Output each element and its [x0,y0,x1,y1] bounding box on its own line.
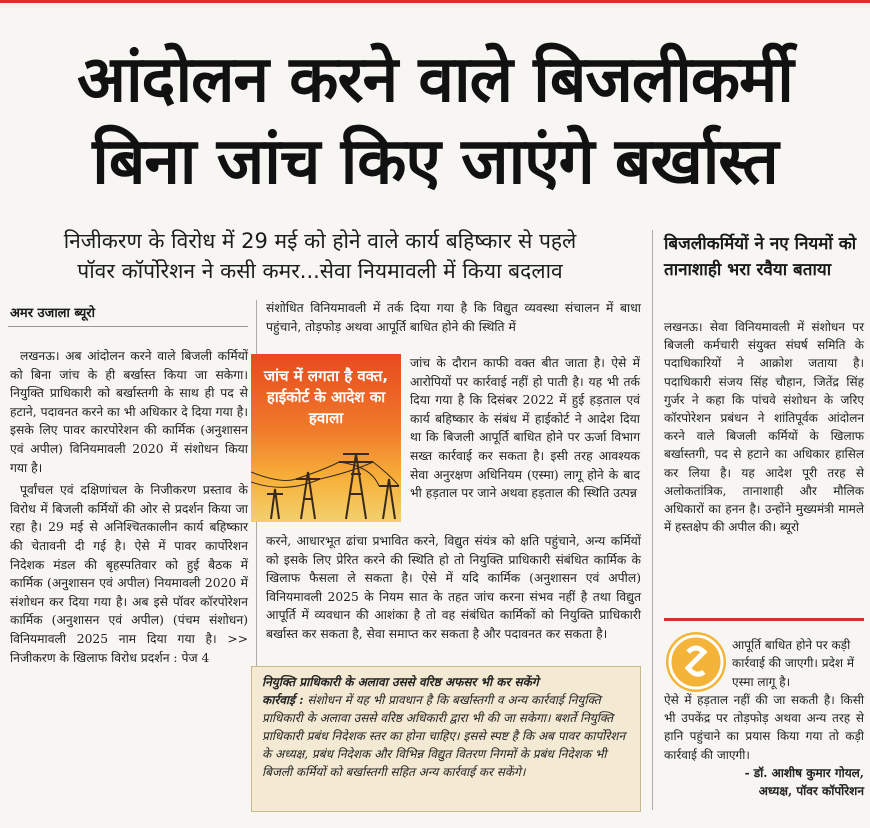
sidebar-article: लखनऊ। सेवा विनियमावली में संशोधन पर बिजली कर्मचारी संयुक्त संघर्ष समिति के पदाधिकारियों ने आक्रोश जताया है। पदाधिकारी संजय सिंह चौहान, जितेंद्र सिंह गुर्जर ने कहा कि पांचवे संशोधन के जरिए कॉरपोरेशन प्रबंधन ने शांतिपूर्वक आंदोलन करने वाले बिजली कर्मियों के खिलाफ बर्खास्तगी, पद से हटाने का अधिकार हासिल कर लिया है। यह आदेश पूरी तरह से अलोकतांत्रिक, तानाशाही और मौलिक अधिकारों का हनन है। उन्होंने मुख्यमंत्री मामले में हस्तक्षेप की अपील की। ब्यूरो [664,320,864,535]
sidebar-headline: बिजलीकर्मियों ने नए नियमों को तानाशाही भरा रवैया बताया [664,234,857,280]
subhead-line-1: निजीकरण के विरोध में 29 मई को होने वाले कार्य बहिष्कार से पहले [63,229,577,253]
article-column-2-wrap: जांच के दौरान काफी वक्त बीत जाता है। ऐसे में आरोपियों पर कार्रवाई नहीं हो पाती है। यह भी तर्क दिया गया है कि दिसंबर 2022 में हुई हड़ताल एवं कार्य बहिष्कार के संबंध में हाईकोर्ट ने आदेश दिया था कि बिजली आपूर्ति बाधित होने पर ऊर्जा विभाग सख्त कार्रवाई कर सकता है। इसी तरह आवश्यक सेवा अनुरक्षण अधिनियम (एस्मा) लागू होने के बाद भी हड़ताल पर जाने अथवा हड़ताल की स्थिति उत्पन्न [410,356,640,501]
column1-paragraph-1: लखनऊ। अब आंदोलन करने वाले बिजली कर्मियों को बिना जांच के ही बर्खास्त किया जा सकेगा। नियुक्ति प्राधिकारी को बर्खास्तगी के साथ ही पद से हटाने, पदावनत करने का भी अधिकार दे दिया गया है। इसके लिए पावर कारपोरेशन की कार्मिक (अनुशासन एवं अपील) विनियमावली 2020 में संशोधन किया गया है। [10,349,248,475]
subhead-line-2: पॉवर कॉर्पोरेशन ने कसी कमर...सेवा नियमावली में किया बदलाव [77,259,563,283]
quote-author-title: अध्यक्ष, पॉवर कॉर्पोरेशन [758,784,864,799]
article-column-2-top: संशोधित विनियमावली में तर्क दिया गया है कि विद्युत व्यवस्था संचालन में बाधा पहुंचाने, तोड़फोड़ अथवा आपूर्ति बाधित होने की स्थिति में [266,301,641,334]
inset-image [251,354,401,522]
byline-divider [8,326,248,327]
callout-body [262,691,630,781]
callout-text: संशोधन में यह भी प्रावधान है कि बर्खास्तगी व अन्य कार्रवाई नियुक्ति प्राधिकारी के अलावा उससे वरिष्ठ अधिकारी द्वारा भी की जा सकेगा। बशर्ते नियुक्ति प्राधिकारी प्रबंध निदेशक स्तर का होना चाहिए। इससे स्पष्ट है कि अब पावर कार्पोरेशन के अध्यक्ष, प्रबंध निदेशक और विभिन्न विद्युत वितरण निगमों के प्रबंध निदेशक भी बिजली कर्मियों को बर्खास्तगी सहित अन्य कार्रवाई कर सकेंगे। [262,693,626,779]
power-tower-icon [251,354,401,522]
quote-lead: आपूर्ति बाधित होने पर कड़ी कार्रवाई की जाएगी। प्रदेश में एस्मा लागू है। [732,638,855,689]
headline-line-2: बिना जांच किए जाएंगे बर्खास्त [92,125,778,199]
column1-paragraph-2: पूर्वांचल एवं दक्षिणांचल के निजीकरण प्रस्ताव के विरोध में बिजली कर्मियों की ओर से प्रदर्शन किया जा रहा है। 29 मई से अनिश्चितकालीन कार्य बहिष्कार की चेतावनी दी गई है। ऐसे में पावर कार्पोरेशन निदेशक मंडल की बृहस्पतिवार को हुई बैठक में कार्मिक (अनुशासन एवं अपील) नियमावली 2020 में संशोधन कर दिया गया है। अब इसे पॉवर कॉरपोरेशन कार्मिक (अनुशासन एवं अपील) (पंचम संशोधन) विनियमावली 2025 नाम दिया गया है। >> निजीकरण के खिलाफ विरोध प्रदर्शन : पेज 4 [10,483,248,665]
quote-block [664,636,864,801]
top-red-rule [0,0,870,8]
column-divider-2 [652,230,653,810]
headline-line-1: आंदोलन करने वाले बिजलीकर्मी [77,43,793,117]
callout-box [251,666,641,812]
quote-body: ऐसे में हड़ताल नहीं की जा सकती है। किसी भी उपकेंद्र पर तोड़फोड़ अथवा अन्य तरह से हानि पहुंचाने का प्रयास किया गया तो कड़ी कार्रवाई की जाएगी। [664,692,864,762]
article-column-1 [10,347,248,671]
quote-author: - डॉ. आशीष कुमार गोयल, [744,766,864,781]
article-column-2-bottom: करने, आधारभूत ढांचा प्रभावित करने, विद्युत संयंत्र को क्षति पहुंचाने, अन्य कर्मियों को इसके लिए प्रेरित करने की स्थिति हो तो नियुक्ति प्राधिकारी संबंधित कार्मिक के खिलाफ फैसला ले सकता है। ऐसे में यदि कार्मिक (अनुशासन एवं अपील) विनियमावली 2025 के नियम सात के तहत जांच करना संभव नहीं है तथा विद्युत आपूर्ति में व्यवधान की आशंका है तो वह संबंधित कार्मिकों को नियुक्ति प्राधिकारी बर्खास्त कर सकता है, सेवा समाप्त कर सकता है और पदावनत कर सकता है। [266,534,641,641]
callout-title: नियुक्ति प्राधिकारी के अलावा उससे वरिष्ठ अफसर भी कर सकेंगे [262,675,539,689]
callout-lead: कार्रवाई : [262,693,304,707]
quote-red-rule [664,618,864,621]
byline: अमर उजाला ब्यूरो [10,306,95,321]
inset-caption: जांच में लगता है वक्त, हाईकोर्ट के आदेश का हवाला [263,367,389,427]
